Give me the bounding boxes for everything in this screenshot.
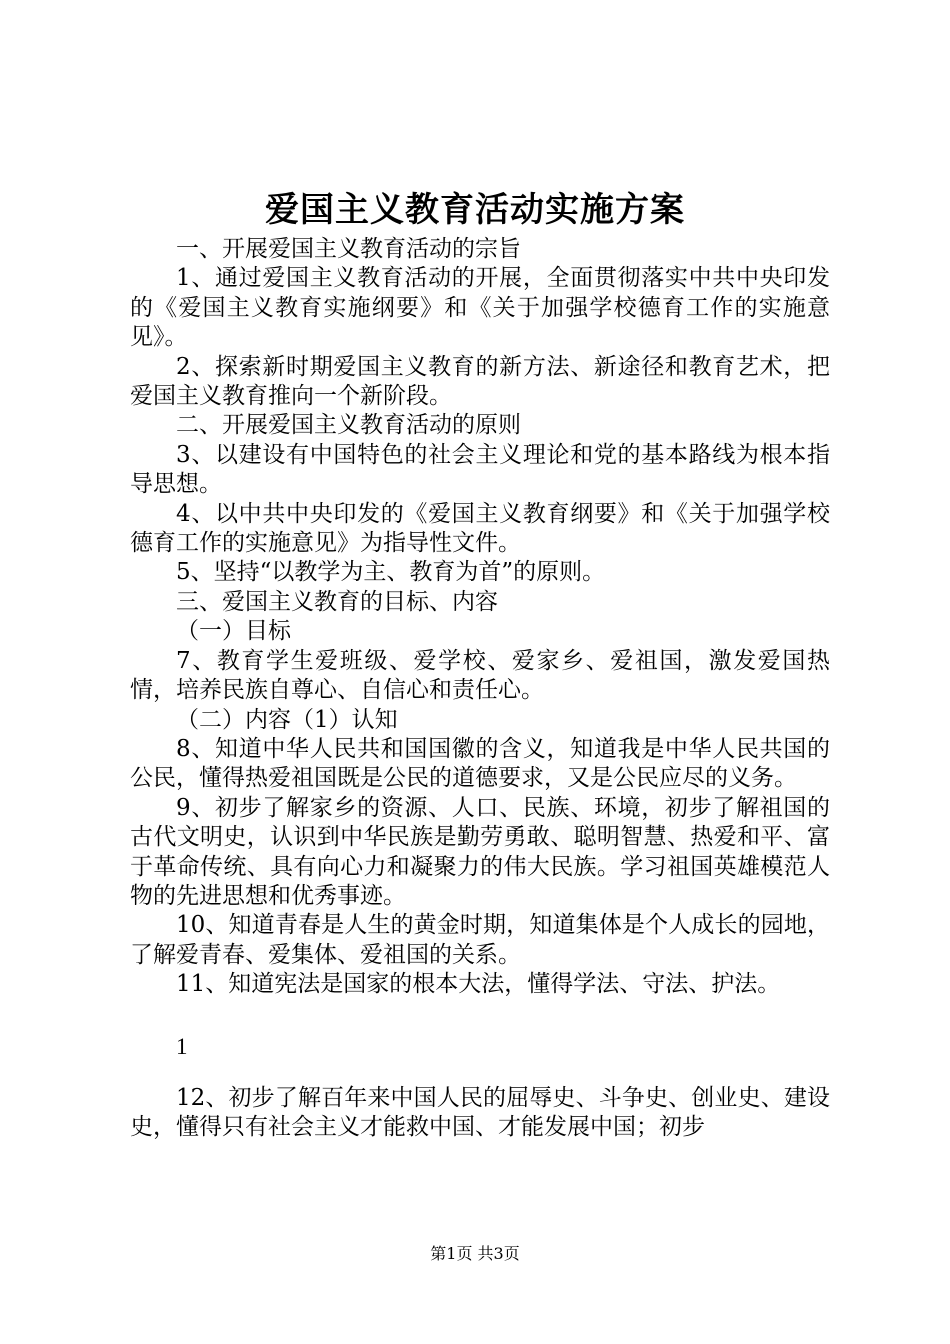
paragraph: 11、知道宪法是国家的根本大法，懂得学法、守法、护法。 — [176, 971, 781, 998]
section-heading-2: 二、开展爱国主义教育活动的原则 — [176, 412, 521, 439]
paragraph: 3、以建设有中国特色的社会主义理论和党的基本路线为根本指导思想。 — [130, 441, 830, 498]
paragraph: 5、坚持“以教学为主、教育为首”的原则。 — [176, 559, 606, 586]
paragraph: 12、初步了解百年来中国人民的屈辱史、斗争史、创业史、建设史，懂得只有社会主义才能救中国、才能发展中国；初步 — [130, 1084, 830, 1140]
document-body — [130, 235, 830, 1142]
paragraph: 2、探索新时期爱国主义教育的新方法、新途径和教育艺术，把爱国主义教育推向一个新阶段。 — [130, 353, 830, 410]
inline-page-number: 1 — [176, 1033, 188, 1059]
paragraph: 1、通过爱国主义教育活动的开展，全面贯彻落实中共中央印发的《爱国主义教育实施纲要》和《关于加强学校德育工作的实施意见》。 — [130, 265, 830, 351]
subsection-heading: （二）内容（1）认知 — [176, 706, 398, 733]
document-title: 爱国主义教育活动实施方案 — [265, 190, 685, 230]
section-heading-1: 一、开展爱国主义教育活动的宗旨 — [176, 236, 521, 262]
subsection-heading: （一）目标 — [176, 618, 291, 645]
paragraph: 7、教育学生爱班级、爱学校、爱家乡、爱祖国，激发爱国热情，培养民族自尊心、自信心和责任心。 — [130, 647, 830, 704]
paragraph: 10、知道青春是人生的黄金时期，知道集体是个人成长的园地，了解爱青春、爱集体、爱祖国的关系。 — [130, 912, 830, 968]
paragraph: 8、知道中华人民共和国国徽的含义，知道我是中华人民共国的公民，懂得热爱祖国既是公民的道德要求，又是公民应尽的义务。 — [130, 735, 830, 792]
section-heading-3: 三、爱国主义教育的目标、内容 — [176, 588, 498, 615]
page-footer: 第1页 共3页 — [430, 1244, 520, 1263]
paragraph: 4、以中共中央印发的《爱国主义教育纲要》和《关于加强学校德育工作的实施意见》为指导性文件。 — [130, 500, 830, 557]
paragraph: 9、初步了解家乡的资源、人口、民族、环境，初步了解祖国的古代文明史，认识到中华民族是勤劳勇敢、聪明智慧、热爱和平、富于革命传统、具有向心力和凝聚力的伟大民族。学习祖国英雄模范人物的先进思想和优秀事迹。 — [130, 794, 830, 909]
